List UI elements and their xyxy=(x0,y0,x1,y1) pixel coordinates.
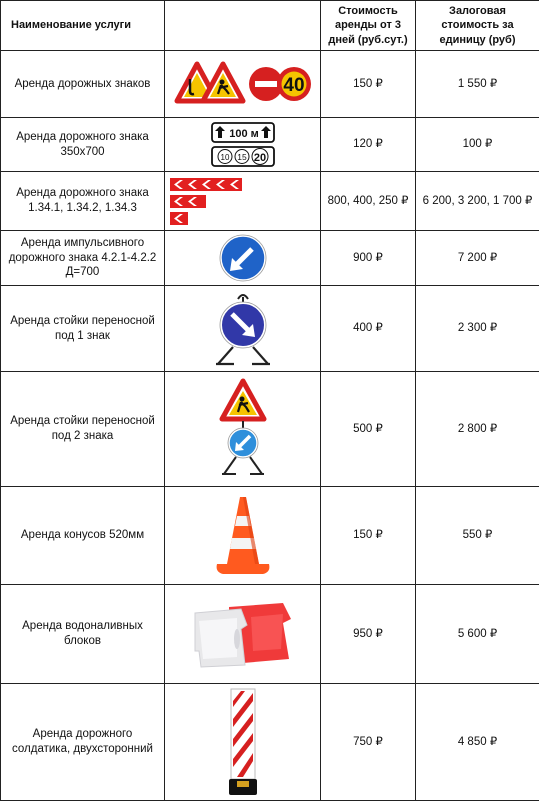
portable-stand-one-sign-icon xyxy=(208,289,278,369)
service-name: Аренда водоналивных блоков xyxy=(1,585,165,684)
deposit-price: 6 200, 3 200, 1 700 ₽ xyxy=(416,172,539,231)
rent-price: 950 ₽ xyxy=(321,585,416,684)
distance-text: 100 м xyxy=(229,128,259,140)
turn-direction-signs-icon xyxy=(168,176,318,226)
table-header-row xyxy=(1,1,539,51)
plate-number-1: 10 xyxy=(220,153,229,162)
service-name: Аренда дорожного знака 350х700 xyxy=(1,118,165,172)
deposit-price: 2 800 ₽ xyxy=(416,372,539,487)
service-name: Аренда стойки переносной под 1 знак xyxy=(1,286,165,372)
header-deposit: Залоговая стоимость за единицу (руб) xyxy=(416,1,539,51)
rent-price: 750 ₽ xyxy=(321,684,416,801)
table-row xyxy=(1,372,539,487)
water-barrier-icon xyxy=(191,599,295,669)
deposit-price: 100 ₽ xyxy=(416,118,539,172)
table-row xyxy=(1,172,539,231)
service-name: Аренда дорожного знака 1.34.1, 1.34.2, 1.34.3 xyxy=(1,172,165,231)
rent-price: 120 ₽ xyxy=(321,118,416,172)
rent-price: 900 ₽ xyxy=(321,231,416,286)
deposit-price: 4 850 ₽ xyxy=(416,684,539,801)
table-row xyxy=(1,585,539,684)
deposit-price: 5 600 ₽ xyxy=(416,585,539,684)
portable-stand-two-signs-icon xyxy=(208,377,278,481)
table-row xyxy=(1,684,539,801)
distance-plate-signs-icon xyxy=(208,121,278,169)
traffic-cone-icon xyxy=(213,494,273,578)
table-row xyxy=(1,231,539,286)
rent-price: 800, 400, 250 ₽ xyxy=(321,172,416,231)
road-signs-icon xyxy=(173,61,313,107)
rent-price: 400 ₽ xyxy=(321,286,416,372)
rent-price: 150 ₽ xyxy=(321,487,416,585)
service-name: Аренда конусов 520мм xyxy=(1,487,165,585)
table-row xyxy=(1,51,539,118)
service-name: Аренда импульсивного дорожного знака 4.2.1-4.2.2 Д=700 xyxy=(1,231,165,286)
speed-limit-text: 40 xyxy=(283,75,304,96)
service-name: Аренда дорожных знаков xyxy=(1,51,165,118)
road-delineator-icon xyxy=(223,687,263,797)
deposit-price: 550 ₽ xyxy=(416,487,539,585)
deposit-price: 7 200 ₽ xyxy=(416,231,539,286)
header-rent-price: Стоимость аренды от 3 дней (руб.сут.) xyxy=(321,1,416,51)
table-row xyxy=(1,286,539,372)
plate-number-3: 20 xyxy=(253,152,265,164)
table-row xyxy=(1,487,539,585)
plate-number-2: 15 xyxy=(237,152,247,162)
service-name: Аренда дорожного солдатика, двухсторонний xyxy=(1,684,165,801)
blue-arrow-sign-icon xyxy=(218,233,268,283)
service-name: Аренда стойки переносной под 2 знака xyxy=(1,372,165,487)
rent-price: 500 ₽ xyxy=(321,372,416,487)
table-row xyxy=(1,118,539,172)
deposit-price: 2 300 ₽ xyxy=(416,286,539,372)
header-image xyxy=(165,1,321,51)
header-service: Наименование услуги xyxy=(1,1,165,51)
rent-price: 150 ₽ xyxy=(321,51,416,118)
deposit-price: 1 550 ₽ xyxy=(416,51,539,118)
